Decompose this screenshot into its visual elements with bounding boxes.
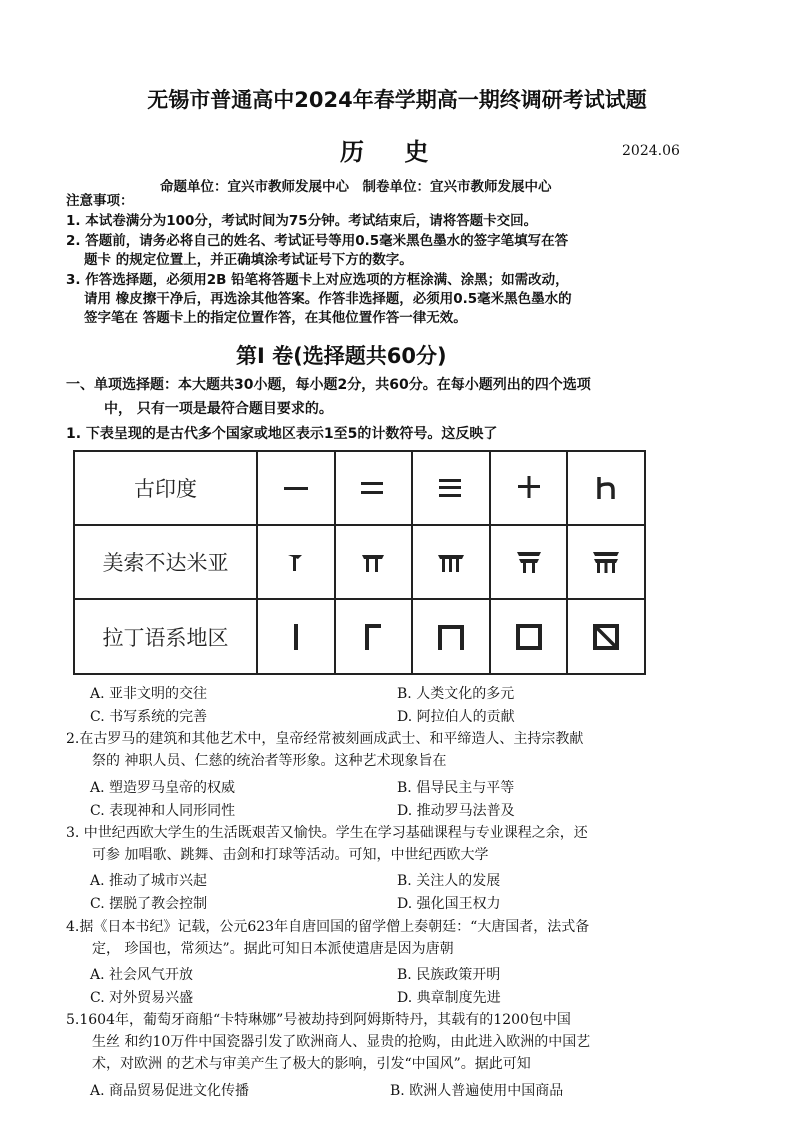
question-stem: 祭的 神职人员、仁慈的统治者等形象。这种艺术现象旨在 [92,753,447,769]
answer-option: A. 推动了城市兴起 [90,873,208,889]
exam-date: 2024.06 [622,143,680,159]
symbol-cell [490,451,568,525]
question-stem: 3. 中世纪西欧大学生的生活既艰苦又愉快。学生在学习基础课程与专业课程之余，还 [66,825,588,841]
section-title: 第Ⅰ 卷(选择题共60分) [236,344,447,368]
answer-option: D. 推动罗马法普及 [397,803,515,819]
question-stem: 2.在古罗马的建筑和其他艺术中，皇帝经常被刻画成武士、和平缔造人、主持宗教献 [66,731,584,747]
answer-option: B. 倡导民主与平等 [397,780,515,796]
note-line: 签字笔在 答题卡上的指定位置作答，在其他位置作答一律无效。 [84,310,467,326]
table-row-label: 拉丁语系地区 [74,599,257,674]
symbol-cell [567,525,645,599]
question-stem: 生丝 和约10万件中国瓷器引发了欧洲商人、显贵的抢购，由此进入欧洲的中国艺 [92,1034,591,1050]
answer-option: B. 关注人的发展 [397,873,501,889]
question-stem: 定， 珍国也，常须达”。据此可知日本派使遣唐是因为唐朝 [92,941,454,957]
question-stem: 术，对欧洲 的艺术与审美产生了极大的影响，引发“中国风”。据此可知 [92,1056,531,1072]
subject-title: 历 史 [340,138,445,166]
symbol-cell [335,525,413,599]
question-stem: 可参 加唱歌、跳舞、击剑和打球等活动。可知，中世纪西欧大学 [92,847,489,863]
symbol-cell [257,451,335,525]
table-row-label: 古印度 [74,451,257,525]
answer-option: D. 强化国王权力 [397,896,501,912]
note-line: 题卡 的规定位置上，并正确填涂考试证号下方的数字。 [84,252,413,268]
symbol-cell [257,599,335,674]
symbol-cell [490,599,568,674]
note-line: 请用 橡皮擦干净后，再选涂其他答案。作答非选择题，必须用0.5毫米黑色墨水的 [84,291,572,307]
symbol-cell [335,599,413,674]
section-instruction: 一、单项选择题：本大题共30小题，每小题2分，共60分。在每小题列出的四个选项 [66,377,591,393]
counting-symbols-table [73,450,646,675]
note-line: 1. 本试卷满分为100分，考试时间为75分钟。考试结束后，请将答题卡交回。 [66,213,538,229]
note-line: 3. 作答选择题，必须用2B 铅笔将答题卡上对应选项的方框涂满、涂黑；如需改动， [66,272,569,288]
answer-option: A. 亚非文明的交往 [90,686,208,702]
answer-option: A. 塑造罗马皇帝的权威 [90,780,236,796]
symbol-cell [412,451,490,525]
answer-option: C. 摆脱了教会控制 [90,896,208,912]
answer-option: B. 人类文化的多元 [397,686,515,702]
symbol-cell [257,525,335,599]
section-instruction: 中， 只有一项是最符合题目要求的。 [104,401,333,417]
answer-option: D. 阿拉伯人的贡献 [397,709,515,725]
symbol-cell [412,525,490,599]
note-line: 2. 答题前，请务必将自己的姓名、考试证号等用0.5毫米黑色墨水的签字笔填写在答 [66,233,569,249]
notes-heading: 注意事项： [66,193,134,209]
answer-option: A. 社会风气开放 [90,967,194,983]
question-stem: 1. 下表呈现的是古代多个国家或地区表示1至5的计数符号。这反映了 [66,426,498,442]
answer-option: C. 书写系统的完善 [90,709,208,725]
answer-option: B. 民族政策开明 [397,967,501,983]
table-row-label: 美索不达米亚 [74,525,257,599]
symbol-cell [412,599,490,674]
question-stem: 5.1604年，葡萄牙商船“卡特琳娜”号被劫持到阿姆斯特丹，其载有的1200包中国 [66,1012,571,1028]
symbol-cell [567,599,645,674]
symbol-cell [567,451,645,525]
answer-option: D. 典章制度先进 [397,990,501,1006]
answer-option: C. 表现神和人同形同性 [90,803,236,819]
answer-option: B. 欧洲人普遍使用中国商品 [390,1083,564,1099]
question-stem: 4.据《日本书纪》记载，公元623年自唐回国的留学僧上奏朝廷：“大唐国者，法式备 [66,919,590,935]
exam-title: 无锡市普通高中2024年春学期高一期终调研考试试题 [147,88,647,112]
exam-units: 命题单位：宜兴市教师发展中心 制卷单位：宜兴市教师发展中心 [160,179,552,195]
symbol-cell [490,525,568,599]
symbol-cell [335,451,413,525]
answer-option: A. 商品贸易促进文化传播 [90,1083,250,1099]
answer-option: C. 对外贸易兴盛 [90,990,194,1006]
